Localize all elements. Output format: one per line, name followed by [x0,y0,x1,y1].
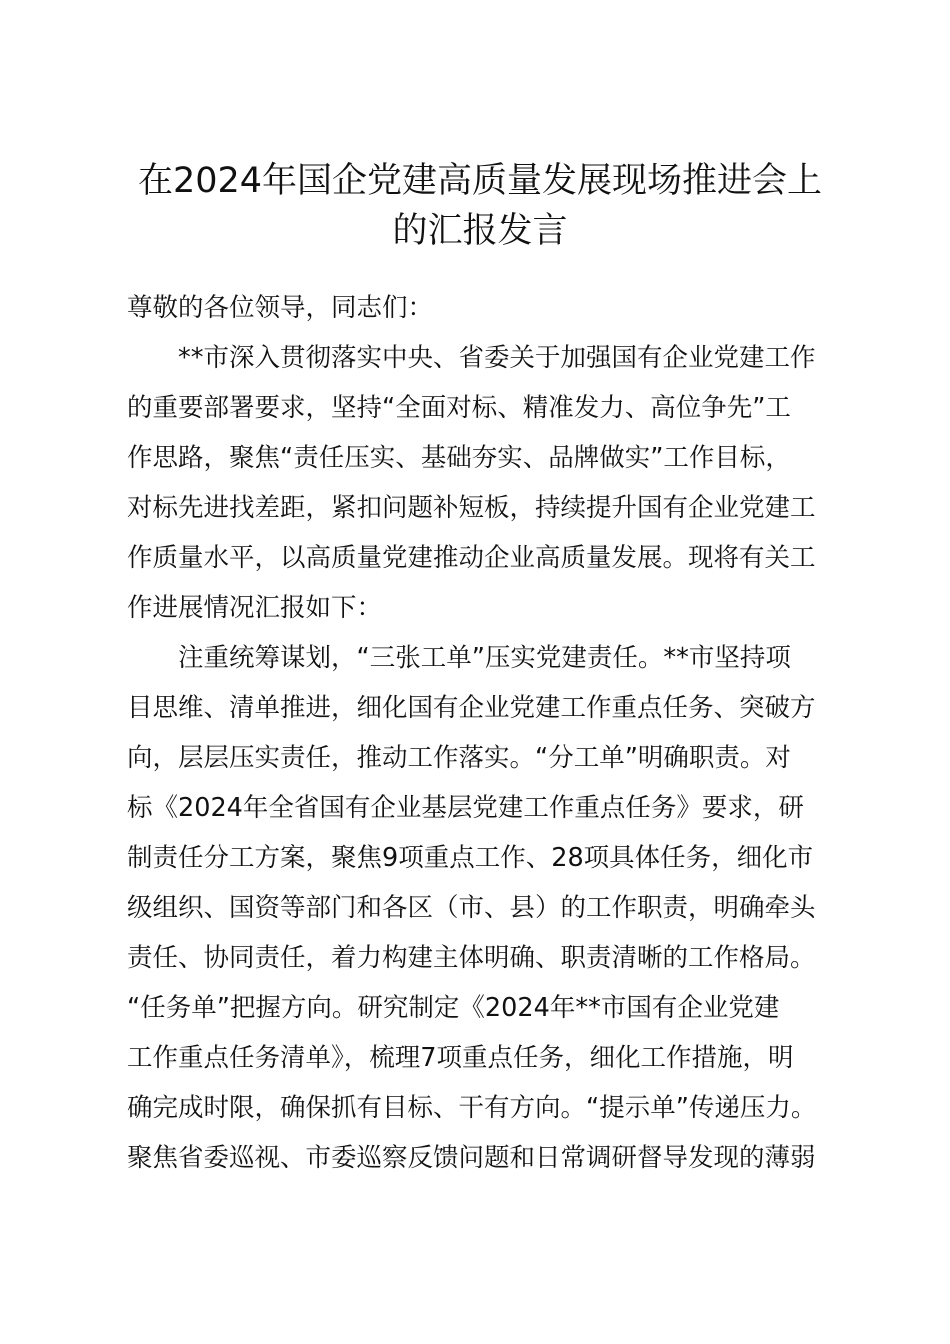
body-line: 责任、协同责任，着力构建主体明确、职责清晰的工作格局。 [127,943,816,973]
body-line: 注重统筹谋划，“三张工单”压实党建责任。**市坚持项 [178,643,791,673]
body-line: 工作重点任务清单》，梳理7项重点任务，细化工作措施，明 [127,1043,794,1073]
body-line: 的重要部署要求，坚持“全面对标、精准发力、高位争先”工 [127,393,791,423]
body-line: 向，层层压实责任，推动工作落实。“分工单”明确职责。对 [127,743,791,773]
salutation: 尊敬的各位领导，同志们： [127,293,434,323]
body-line: 确完成时限，确保抓有目标、干有方向。“提示单”传递压力。 [127,1093,817,1123]
title-line-2: 的汇报发言 [392,211,568,251]
body-line: 作进展情况汇报如下： [127,593,383,623]
body-line: 标《2024年全省国有企业基层党建工作重点任务》要求，研 [127,793,804,823]
document-title [110,156,850,256]
body-line: 级组织、国资等部门和各区（市、县）的工作职责，明确牵头 [127,893,816,923]
body-line: 作质量水平，以高质量党建推动企业高质量发展。现将有关工 [127,543,816,573]
body-line: “任务单”把握方向。研究制定《2024年**市国有企业党建 [127,993,780,1023]
document-body [127,333,833,1183]
body-line: **市深入贯彻落实中央、省委关于加强国有企业党建工作 [178,343,816,373]
body-line: 目思维、清单推进，细化国有企业党建工作重点任务、突破方 [127,693,816,723]
title-line-1: 在2024年国企党建高质量发展现场推进会上 [137,161,823,201]
body-line: 聚焦省委巡视、市委巡察反馈问题和日常调研督导发现的薄弱 [127,1143,816,1173]
body-line: 对标先进找差距，紧扣问题补短板，持续提升国有企业党建工 [127,493,816,523]
body-line: 作思路，聚焦“责任压实、基础夯实、品牌做实”工作目标， [127,443,791,473]
body-line: 制责任分工方案，聚焦9项重点工作、28项具体任务，细化市 [127,843,814,873]
